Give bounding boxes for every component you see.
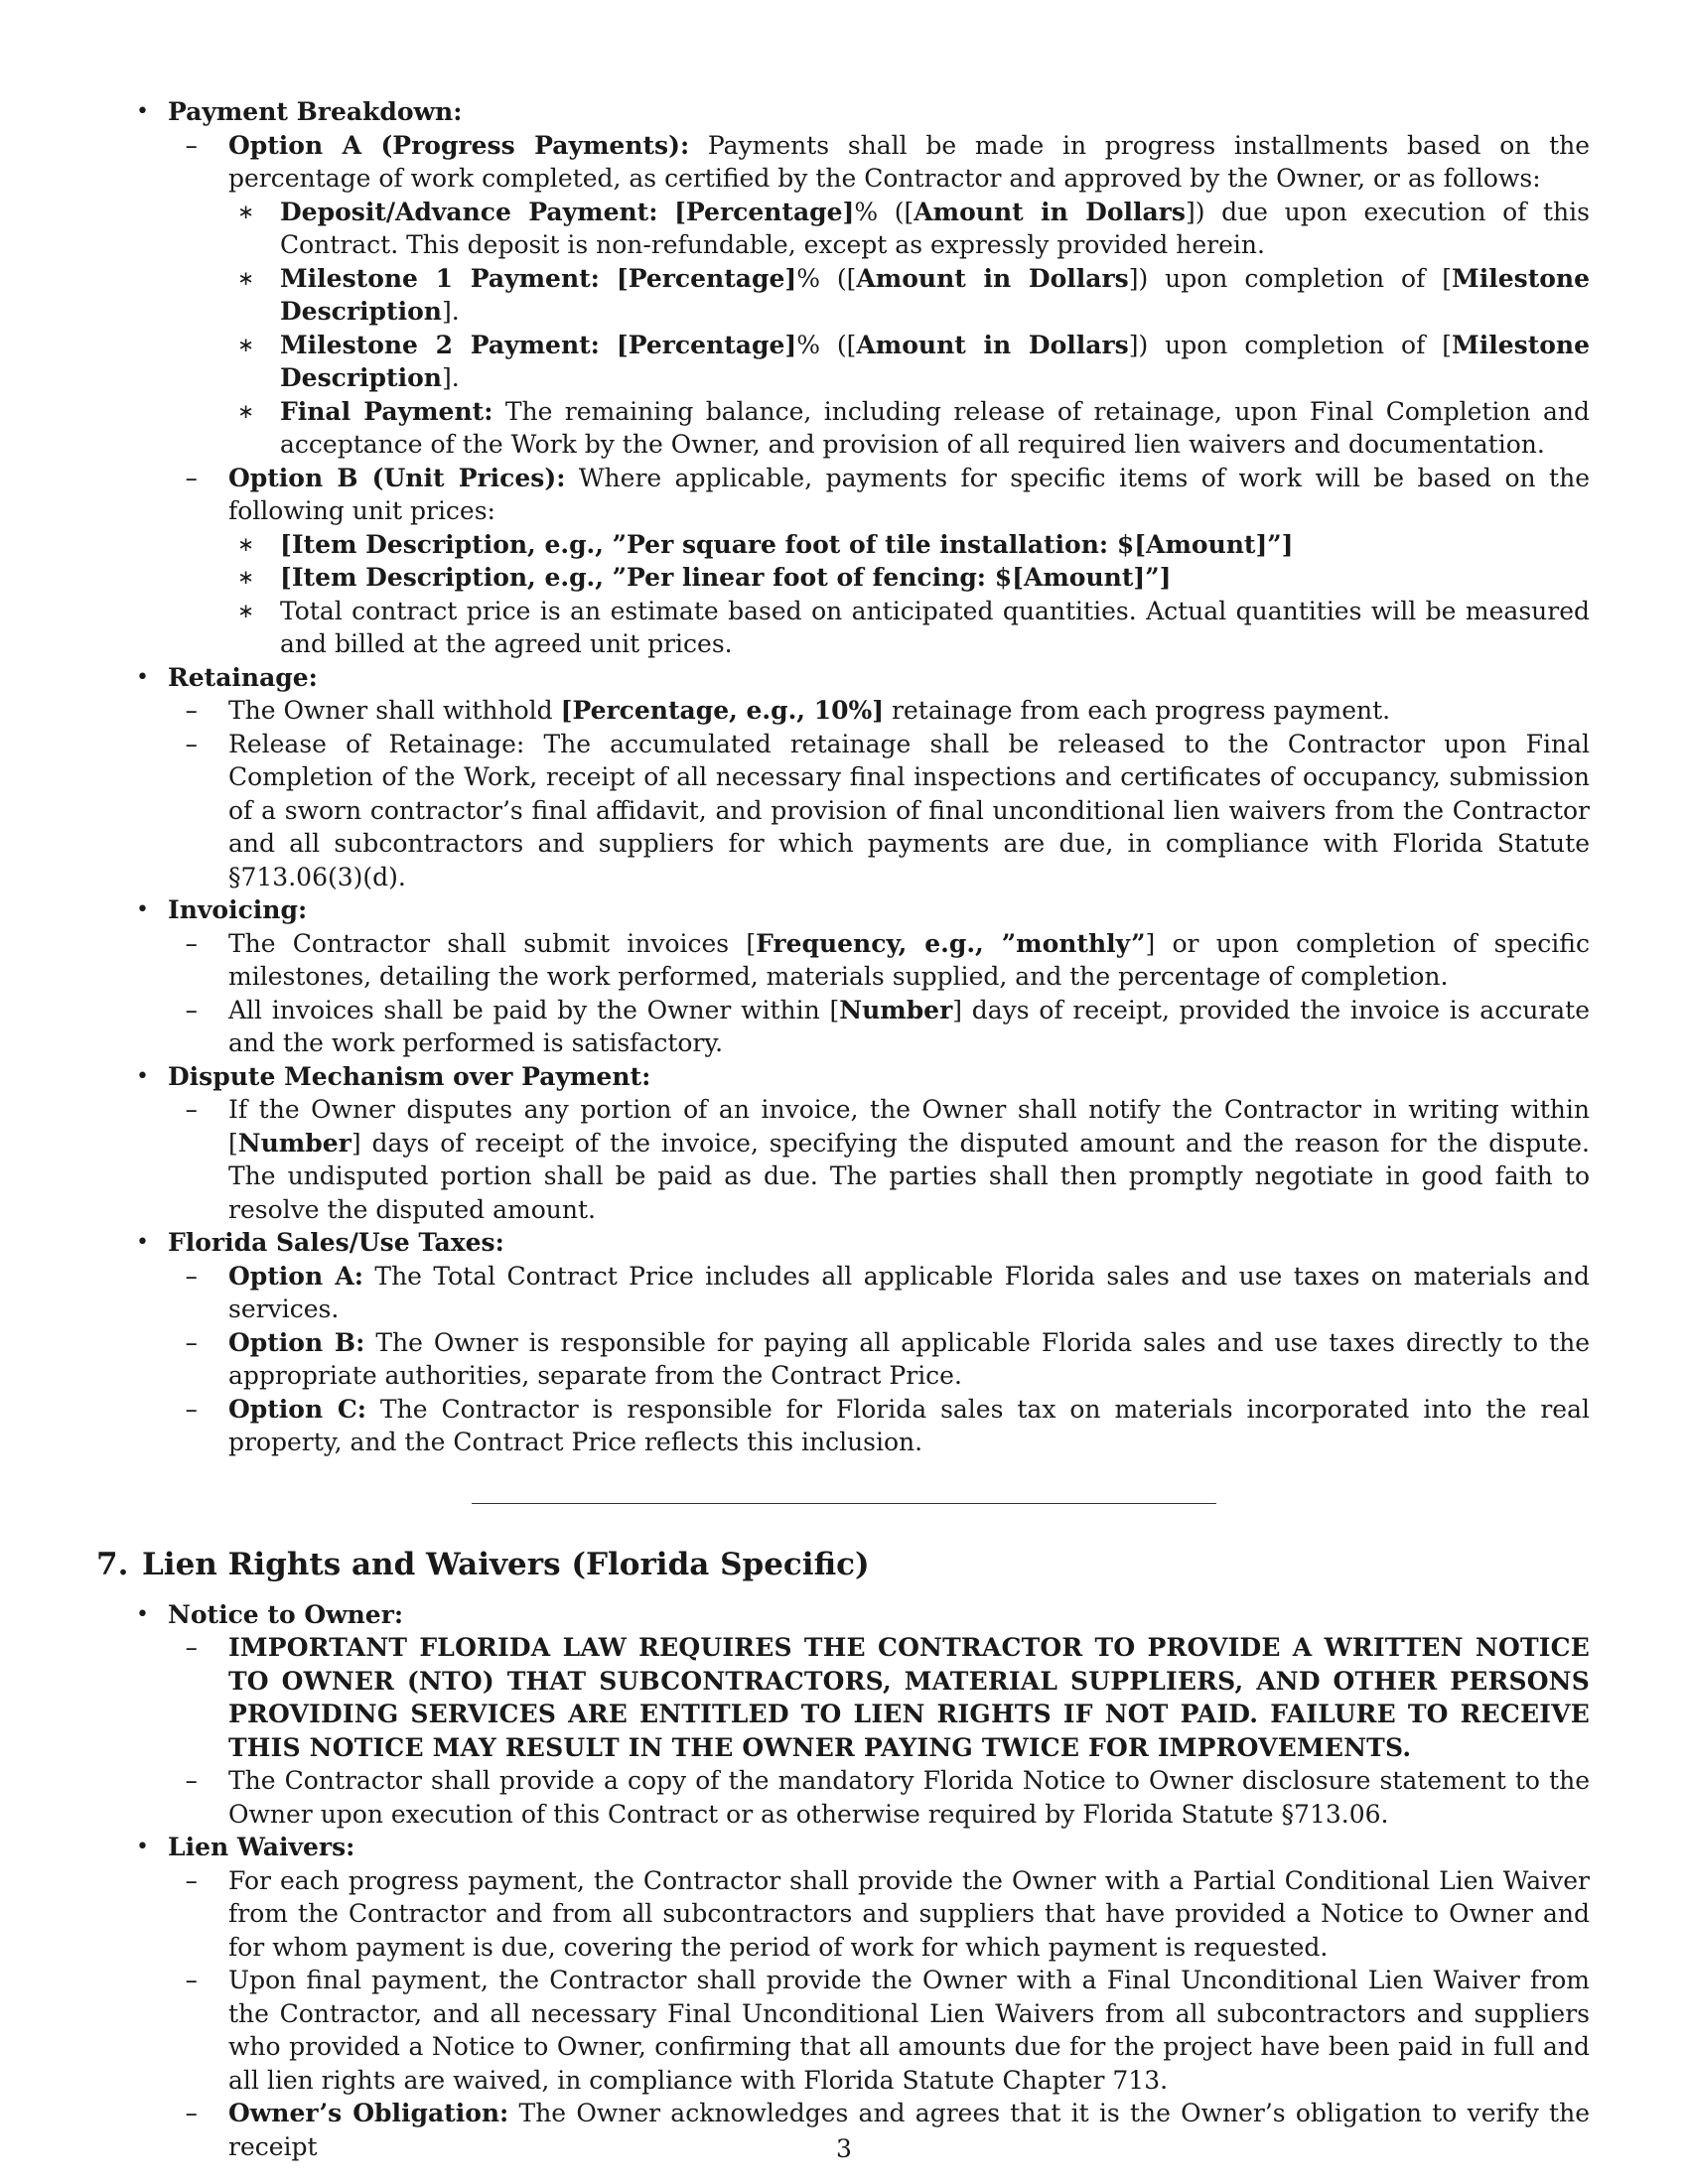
owner-obligation-label: Owner’s Obligation: [228,2099,509,2127]
milestone-2-amount: Amount in Dollars [856,330,1129,359]
tax-option-b-item [168,1326,1590,1393]
notice-copy-item [168,1764,1590,1831]
asterisk-icon: ∗ [237,199,254,223]
bullet-icon: • [136,1835,149,1859]
bullet-icon: • [136,664,149,690]
bullet-icon: • [136,1063,149,1089]
waiver-final-text: Upon final payment, the Contractor shall provide the Owner with a Final Unconditional Lien Waiver from the Contractor, and all necessary Final Unconditional Lien Waivers from all subcontractors and suppliers who provided a Notice to Owner, confirming that all amounts due for the project have been paid in full and all lien rights are waived, in compliance with Florida Statute Chapter 713. [228,1966,1590,2095]
asterisk-icon: ∗ [237,598,254,622]
withhold-post: retainage from each progress payment. [884,696,1391,725]
lien-waivers-item [98,1831,1590,2163]
final-payment-label: Final Payment: [280,396,493,426]
section-number: 7. [96,1546,129,1582]
dash-icon: – [185,1394,198,1424]
dispute-number: Number [237,1128,352,1158]
notice-copy-text: The Contractor shall provide a copy of the mandatory Florida Notice to Owner disclosure statement to the Owner upon execution of this Contract or as otherwise required by Florida Statute §713.06. [228,1766,1590,1829]
withhold-pre: The Owner shall withhold [228,696,561,725]
invoicing-heading: Invoicing: [168,895,308,924]
tax-option-c-text: The Contractor is responsible for Florida sales tax on materials incorporated into the real property, and the Contract Price reflects this inclusion. [228,1394,1590,1456]
dispute-pre: If the Owner disputes any portion of an invoice, the Owner shall notify the Contractor in writing within [ [228,1095,1590,1158]
important-notice-text: IMPORTANT FLORIDA LAW REQUIRES THE CONTRACTOR TO PROVIDE A WRITTEN NOTICE TO OWNER (NTO) THAT SUBCONTRACTORS, MATERIAL SUPPLIERS, AND OTHER PERSONS PROVIDING SERVICES ARE ENTITLED TO LIEN RIGHTS IF NOT PAID. FAILURE TO RECEIVE THIS NOTICE MAY RESULT IN THE OWNER PAYING TWICE FOR IMPROVEMENTS. [228,1633,1590,1762]
dispute-sublist [168,1093,1590,1226]
bullet-icon: • [136,1230,149,1255]
dash-icon: – [185,1766,198,1795]
tax-option-b-text: The Owner is responsible for paying all applicable Florida sales and use taxes directly to the appropriate authorities, separate from the Contract Price. [228,1327,1590,1390]
deposit-label: Deposit/Advance Payment: [280,197,658,226]
invoice-paid-item [168,994,1590,1060]
milestone-1-pct-suffix: % ([ [796,263,857,293]
deposit-percentage: [Percentage] [674,197,855,226]
estimate-text: Total contract price is an estimate based on anticipated quantities. Actual quantities will be measured and billed at the agreed unit prices. [280,596,1590,658]
milestone-2-percentage: [Percentage] [616,330,797,359]
dispute-heading: Dispute Mechanism over Payment: [168,1061,651,1091]
section-7-heading [96,1545,1590,1598]
dash-icon: – [185,1633,198,1662]
taxes-heading: Florida Sales/Use Taxes: [168,1228,504,1257]
notice-to-owner-item [98,1598,1590,1832]
dash-icon: – [185,1261,198,1291]
option-a-label: Option A (Progress Payments): [228,130,690,160]
section-divider [98,1459,1590,1545]
paid-post: ] days of receipt, provided the invoice is accurate and the work performed is satisfactory. [228,995,1590,1057]
notice-heading: Notice to Owner: [168,1599,404,1629]
milestone-1-amount: Amount in Dollars [856,263,1129,293]
dash-icon: – [185,729,198,758]
tax-option-a-item [168,1260,1590,1326]
asterisk-icon: ∗ [237,531,254,556]
deposit-item [228,196,1590,262]
waivers-heading: Lien Waivers: [168,1833,355,1861]
dash-icon: – [185,1095,198,1124]
asterisk-icon: ∗ [237,265,254,290]
dispute-post: ] days of receipt of the invoice, specifying the disputed amount and the reason for the dispute. The undisputed portion shall be paid as due. The parties shall then promptly negotiate in good faith to resolve the disputed amount. [228,1128,1590,1224]
unit-price-2-text: [Item Description, e.g., ”Per linear foot of fencing: $[Amount]”] [280,563,1172,592]
dispute-text-item [168,1093,1590,1226]
payment-options-list [168,129,1590,661]
invoice-submit-item [168,927,1590,994]
dash-icon: – [185,1865,198,1895]
paid-number: Number [839,995,953,1024]
milestone-2-end: ]. [441,363,460,392]
submit-post: ] or upon completion of specific milestones, detailing the work performed, materials supplied, and the percentage of completion. [228,928,1590,991]
retainage-release-item [168,728,1590,894]
milestone-1-description: Milestone Description [280,263,1590,326]
asterisk-icon: ∗ [237,332,254,356]
payment-terms-list [98,95,1590,1459]
milestone-1-item [228,262,1590,329]
deposit-pct-suffix: % ([ [854,197,914,226]
page-number: 3 [836,2134,852,2163]
final-payment-item [228,395,1590,462]
asterisk-icon: ∗ [237,565,254,589]
withhold-percentage: [Percentage, e.g., 10%] [560,696,885,725]
milestone-2-mid: ]) upon completion of [ [1128,330,1453,359]
invoicing-sublist [168,927,1590,1060]
taxes-sublist [168,1260,1590,1459]
dash-icon: – [185,130,198,160]
tax-option-c-label: Option C: [228,1394,366,1424]
section-title: Lien Rights and Waivers (Florida Specific) [142,1546,870,1582]
dash-icon: – [185,2099,198,2127]
tax-option-a-text: The Total Contract Price includes all applicable Florida sales and use taxes on materials and services. [228,1261,1590,1323]
option-b-text: Where applicable, payments for specific items of work will be based on the following unit prices: [228,463,1590,525]
option-a-sublist [228,196,1590,462]
horizontal-rule [472,1503,1216,1504]
deposit-amount: Amount in Dollars [914,197,1186,226]
bullet-icon: • [136,1601,149,1627]
option-b-sublist [228,528,1590,661]
option-a-text: Payments shall be made in progress installments based on the percentage of work completed, as certified by the Contractor and approved by the Owner, or as follows: [228,130,1591,193]
milestone-1-percentage: [Percentage] [616,263,797,293]
dispute-item [98,1060,1590,1227]
estimate-item [228,595,1590,661]
owner-obligation-text: The Owner acknowledges and agrees that it is the Owner’s obligation to verify the receipt [228,2099,1590,2161]
milestone-2-item [228,329,1590,395]
option-b-label: Option B (Unit Prices): [228,463,566,492]
deposit-text: ]) due upon execution of this Contract. This deposit is non-refundable, except as expressly provided herein. [280,197,1590,259]
milestone-2-pct-suffix: % ([ [796,330,857,359]
milestone-1-end: ]. [441,297,460,326]
final-payment-text: The remaining balance, including release of retainage, upon Final Completion and acceptance of the Work by the Owner, and provision of all required lien waivers and documentation. [280,396,1590,459]
milestone-1-mid: ]) upon completion of [ [1128,263,1453,293]
tax-option-c-item [168,1393,1590,1459]
submit-frequency: Frequency, e.g., ”monthly” [756,928,1146,958]
release-text: Release of Retainage: The accumulated retainage shall be released to the Contractor upon Final Completion of the Work, receipt of all necessary final inspections and certificates of occupancy, submission of a sworn contractor’s final affidavit, and provision of final unconditional lien waivers from the Contractor and all subcontractors and suppliers for which payments are due, in compliance with Florida Statute §713.06(3)(d). [228,729,1590,891]
dash-icon: – [185,928,198,958]
invoicing-item [98,893,1590,1060]
dash-icon: – [185,1966,198,1994]
retainage-withhold-item [168,694,1590,728]
retainage-sublist [168,694,1590,893]
bullet-icon: • [136,99,149,124]
waiver-final-item [168,1964,1590,2097]
waivers-sublist [168,1864,1590,2164]
lien-rights-list [98,1598,1590,2164]
important-notice-item [168,1631,1590,1764]
paid-pre: All invoices shall be paid by the Owner within [ [228,995,840,1024]
bullet-icon: • [136,897,149,922]
option-a-item [168,129,1590,462]
dash-icon: – [185,463,198,492]
payment-breakdown-item [98,95,1590,661]
dash-icon: – [185,995,198,1024]
submit-pre: The Contractor shall submit invoices [ [228,928,757,958]
milestone-2-label: Milestone 2 Payment: [280,330,600,359]
dash-icon: – [185,1327,198,1357]
notice-sublist [168,1631,1590,1831]
unit-price-1-text: [Item Description, e.g., ”Per square foot of tile installation: $[Amount]”] [280,529,1294,559]
milestone-1-label: Milestone 1 Payment: [280,263,600,293]
asterisk-icon: ∗ [237,398,254,423]
taxes-item [98,1226,1590,1459]
unit-price-item-2 [228,561,1590,595]
page-content [98,95,1590,2163]
tax-option-a-label: Option A: [228,1261,363,1291]
dash-icon: – [185,696,198,725]
retainage-item [98,661,1590,894]
unit-price-item-1 [228,528,1590,562]
tax-option-b-label: Option B: [228,1327,365,1357]
waiver-progress-item [168,1864,1590,1965]
milestone-2-description: Milestone Description [280,330,1590,392]
retainage-heading: Retainage: [168,662,318,692]
waiver-progress-text: For each progress payment, the Contractor shall provide the Owner with a Partial Conditional Lien Waiver from the Contractor and from all subcontractors and suppliers that have provided a Notice to Owner and for whom payment is due, covering the period of work for which payment is requested. [228,1865,1590,1962]
payment-breakdown-heading: Payment Breakdown: [168,97,463,126]
option-b-item [168,462,1590,661]
